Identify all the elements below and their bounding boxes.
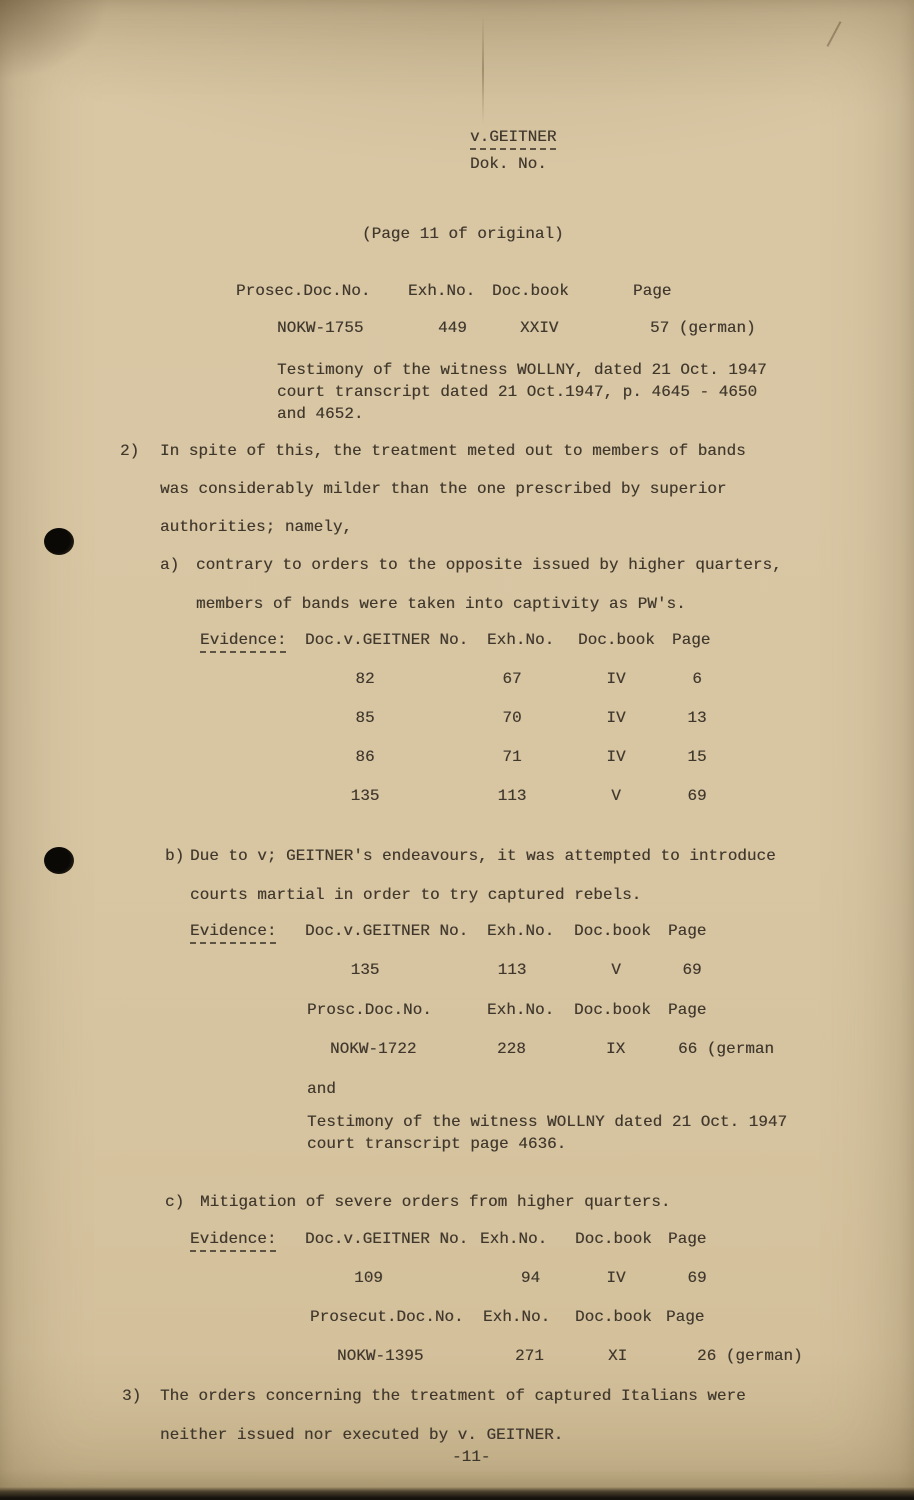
- table-header-cell: Doc.v.GEITNER No.: [305, 922, 469, 940]
- table-cell: 70: [502, 709, 522, 727]
- item-number: 2): [120, 442, 140, 460]
- table-header-cell: Prosc.Doc.No.: [307, 1001, 432, 1019]
- table-header-cell: Exh.No.: [487, 631, 555, 649]
- table-header-cell: Page: [668, 1001, 707, 1019]
- table-header-cell: Doc.v.GEITNER No.: [305, 631, 469, 649]
- table-cell: 135: [350, 961, 380, 979]
- table-header-cell: Exh.No.: [487, 1001, 555, 1019]
- table-cell: V: [611, 787, 621, 805]
- table-cell: 86: [355, 748, 375, 766]
- item-text-line: courts martial in order to try captured rebels.: [190, 886, 642, 904]
- table-header-cell: Prosecut.Doc.No.: [310, 1308, 464, 1326]
- table-cell: 69: [687, 1269, 707, 1287]
- item-text-line: Due to v; GEITNER's endeavours, it was attempted to introduce: [190, 847, 776, 865]
- item-text-line: neither issued nor executed by v. GEITNER.: [160, 1426, 564, 1444]
- table-header-cell: Page: [668, 1230, 707, 1248]
- table-cell: 57 (german): [650, 319, 756, 337]
- table-header-cell: Prosec.Doc.No.: [236, 282, 371, 300]
- table-cell: 69: [687, 787, 707, 805]
- table-cell: IV: [606, 670, 626, 688]
- item-letter: b): [165, 847, 185, 865]
- table-cell: NOKW-1755: [277, 319, 364, 337]
- table-cell: IX: [606, 1040, 626, 1058]
- table-cell: 71: [502, 748, 522, 766]
- evidence-label: Evidence:: [190, 1229, 276, 1252]
- table-header-cell: Page: [672, 631, 711, 649]
- table-cell: 94: [520, 1269, 541, 1287]
- testimony-line: court transcript dated 21 Oct.1947, p. 4645 - 4650: [277, 383, 758, 401]
- table-cell: 6: [692, 670, 702, 688]
- table-header-cell: Doc.book: [574, 922, 651, 940]
- hole-punch-top: [44, 528, 74, 555]
- table-header-cell: Doc.book: [575, 1308, 652, 1326]
- table-cell: IV: [606, 748, 626, 766]
- table-cell: NOKW-1395: [337, 1347, 424, 1365]
- table-cell: V: [611, 961, 621, 979]
- table-cell: 271: [515, 1347, 544, 1365]
- item-text-line: members of bands were taken into captivity as PW's.: [196, 595, 686, 613]
- item-letter: c): [165, 1193, 185, 1211]
- table-cell: 449: [438, 319, 467, 337]
- table-cell: XI: [608, 1347, 628, 1365]
- doc-number-label: Dok. No.: [470, 155, 547, 173]
- paper-crease: [482, 16, 484, 124]
- item-text-line: The orders concerning the treatment of captured Italians were: [160, 1387, 746, 1405]
- table-cell: 113: [497, 787, 527, 805]
- table-header-cell: Doc.v.GEITNER No.: [305, 1230, 469, 1248]
- table-cell: 67: [502, 670, 522, 688]
- table-cell: 109: [354, 1269, 383, 1287]
- table-header-cell: Exh.No.: [480, 1230, 548, 1248]
- page-bottom-edge: [0, 1487, 914, 1500]
- table-cell: 228: [497, 1040, 526, 1058]
- connector-word: and: [307, 1080, 336, 1098]
- table-header-cell: Doc.book: [578, 631, 655, 649]
- table-header-cell: Page: [633, 282, 672, 300]
- table-cell: 13: [687, 709, 707, 727]
- table-header-cell: Exh.No.: [487, 922, 555, 940]
- doc-title: v.GEITNER: [470, 127, 556, 150]
- item-text-line: In spite of this, the treatment meted out to members of bands: [160, 442, 746, 460]
- page-number: -11-: [452, 1448, 491, 1466]
- item-text-line: was considerably milder than the one prescribed by superior: [160, 480, 727, 498]
- paper-scratch-mark: [827, 21, 842, 47]
- table-cell: 66 (german: [678, 1040, 775, 1058]
- table-cell: 85: [355, 709, 375, 727]
- testimony-line: and 4652.: [277, 405, 364, 423]
- table-cell: 15: [687, 748, 707, 766]
- hole-punch-bottom: [44, 847, 74, 874]
- table-cell: IV: [606, 709, 626, 727]
- table-cell: 82: [355, 670, 375, 688]
- table-cell: 69: [682, 961, 702, 979]
- table-cell: 26 (german): [697, 1347, 803, 1365]
- testimony-line: Testimony of the witness WOLLNY, dated 21 Oct. 1947: [277, 361, 767, 379]
- table-header-cell: Page: [666, 1308, 705, 1326]
- table-cell: 113: [497, 961, 527, 979]
- evidence-label: Evidence:: [190, 921, 276, 944]
- table-cell: NOKW-1722: [330, 1040, 417, 1058]
- evidence-label: Evidence:: [200, 630, 286, 653]
- testimony-line: Testimony of the witness WOLLNY dated 21 Oct. 1947: [307, 1113, 788, 1131]
- item-text-line: authorities; namely,: [160, 518, 353, 536]
- table-header-cell: Doc.book: [575, 1230, 652, 1248]
- item-text-line: contrary to orders to the opposite issued by higher quarters,: [196, 556, 782, 574]
- table-header-cell: Exh.No.: [408, 282, 476, 300]
- testimony-line: court transcript page 4636.: [307, 1135, 567, 1153]
- item-text-line: Mitigation of severe orders from higher quarters.: [200, 1193, 671, 1211]
- table-cell: IV: [606, 1269, 626, 1287]
- table-cell: XXIV: [520, 319, 559, 337]
- table-cell: 135: [350, 787, 380, 805]
- table-header-cell: Doc.book: [574, 1001, 651, 1019]
- table-header-cell: Page: [668, 922, 707, 940]
- page-reference: (Page 11 of original): [362, 225, 564, 243]
- item-number: 3): [122, 1387, 142, 1405]
- table-header-cell: Doc.book: [492, 282, 569, 300]
- item-letter: a): [160, 556, 180, 574]
- table-header-cell: Exh.No.: [483, 1308, 551, 1326]
